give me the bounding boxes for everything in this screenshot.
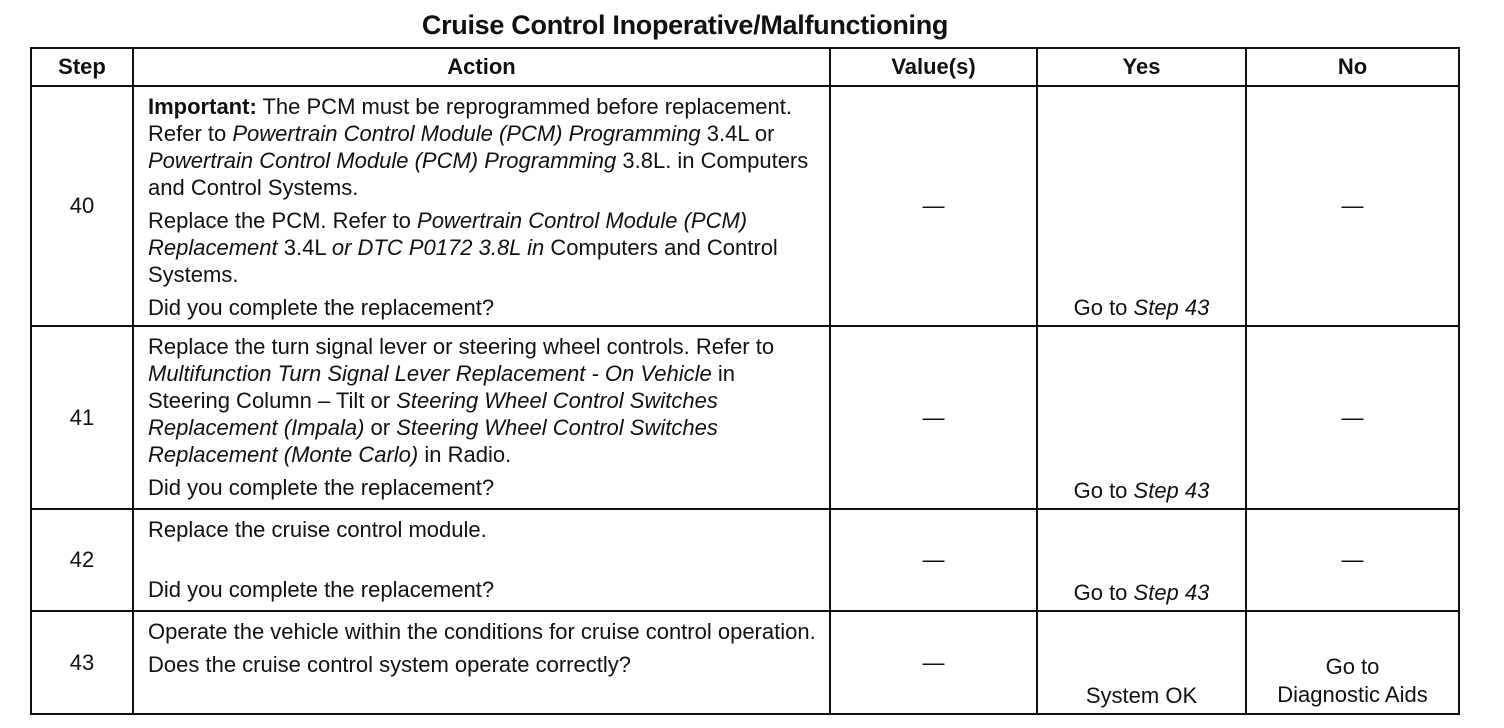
table-row [31, 86, 1459, 326]
action-question: Did you complete the replacement? [148, 295, 495, 320]
value-cell: — [830, 611, 1037, 714]
action-question: Did you complete the replacement? [148, 475, 495, 500]
diagnostic-aids-link[interactable]: Diagnostic Aids [1277, 682, 1428, 707]
step-number: 40 [31, 86, 133, 326]
value-cell: — [830, 86, 1037, 326]
header-no: No [1246, 48, 1459, 86]
yes-cell: Go to Step 43 [1037, 86, 1246, 326]
step-link[interactable]: Step 43 [1133, 580, 1210, 605]
action-cell [133, 326, 830, 509]
header-step: Step [31, 48, 133, 86]
table-row [31, 326, 1459, 509]
no-cell: — [1246, 86, 1459, 326]
table-row [31, 509, 1459, 611]
yes-cell [1037, 611, 1246, 714]
step-link[interactable]: Step 43 [1133, 478, 1210, 503]
value-cell: — [830, 509, 1037, 611]
step-number: 41 [31, 326, 133, 509]
diagnostic-table [30, 47, 1460, 715]
action-cell [133, 509, 830, 611]
step-number: 43 [31, 611, 133, 714]
yes-cell: Go to Step 43 [1037, 509, 1246, 611]
action-question: Does the cruise control system operate correctly? [148, 652, 631, 677]
no-cell: — [1246, 326, 1459, 509]
header-row [31, 48, 1459, 86]
action-cell [133, 611, 830, 714]
action-question: Did you complete the replacement? [148, 577, 495, 602]
action-paragraph: Replace the turn signal lever or steering wheel controls. Refer to Multifunction Turn Signal Lever Replacement - On Vehicle in Steering Column – Tilt or Steering Wheel Control Switches Replacement (Impala) or Steering Wheel Control Switches Replacement (Monte Carlo) in Radio. [148, 334, 775, 467]
no-cell: — [1246, 509, 1459, 611]
action-paragraph: Important: The PCM must be reprogrammed before replacement. Refer to Powertrain Control Module (PCM) Programming 3.4L or Powertrain Control Module (PCM) Programming 3.8L. in Computers and Control Systems. [148, 94, 809, 200]
table-row [31, 611, 1459, 714]
step-number: 42 [31, 509, 133, 611]
yes-cell: Go to Step 43 [1037, 326, 1246, 509]
page-title: Cruise Control Inoperative/Malfunctioning [421, 10, 949, 40]
header-yes: Yes [1037, 48, 1246, 86]
step-link[interactable]: Step 43 [1133, 295, 1210, 320]
action-paragraph: Operate the vehicle within the conditions for cruise control operation. [148, 619, 816, 644]
important-label: Important: [148, 94, 257, 119]
action-paragraph: Replace the cruise control module. [148, 517, 487, 542]
no-cell: Go to Diagnostic Aids [1246, 611, 1459, 714]
header-values: Value(s) [830, 48, 1037, 86]
header-action: Action [133, 48, 830, 86]
value-cell: — [830, 326, 1037, 509]
system-ok-text: System OK [1085, 683, 1198, 708]
action-paragraph: Replace the PCM. Refer to Powertrain Control Module (PCM) Replacement 3.4L or DTC P0172 3.8L in Computers and Control Systems. [148, 208, 778, 287]
action-cell [133, 86, 830, 326]
